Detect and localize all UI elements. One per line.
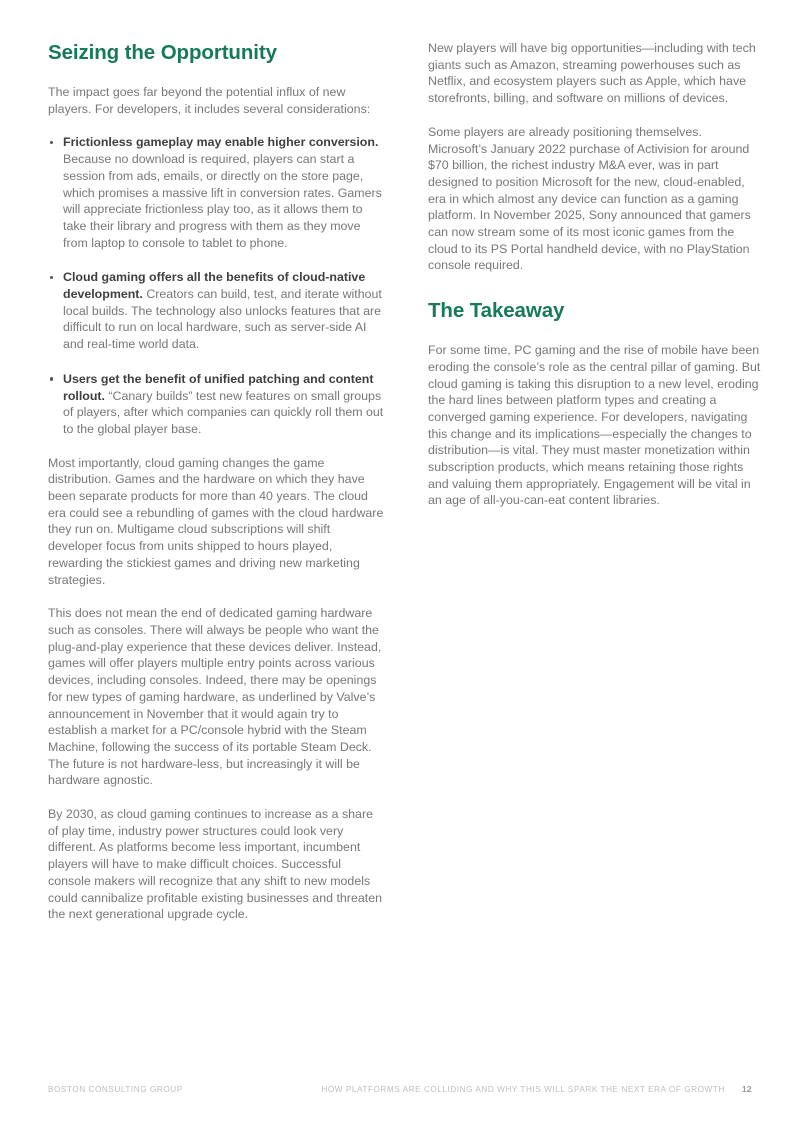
bullet-lead: Users get the benefit of unified patching and content rollout. [63,371,374,403]
footer-document-title: HOW PLATFORMS ARE COLLIDING AND WHY THIS WILL SPARK THE NEXT ERA OF GROWTH [321,1084,725,1094]
list-item [48,269,384,353]
paragraph-positioning: Some players are already positioning themselves. Microsoft’s January 2022 purchase of Activision for around $70 billion, the richest industry M&A ever, was in part designed to position Microsoft for the new, cloud-enabled, era in which almost any device can function as a gaming platform. In November 2025, Sony announced that gamers can now stream some of its most iconic games from the cloud to its PS Portal handheld device, with no PlayStation console required. [428,124,751,273]
paragraph-new-players: New players will have big opportunities—including with tech giants such as Amazon, streaming powerhouses such as Netflix, and ecosystem players such as Apple, which have storefronts, billing, and software on millions of devices. [428,41,756,106]
bullet-text: Because no download is required, players can start a session from ads, emails, or directly on the store page, which promises a massive lift in conversion rates. Gamers will appreciate frictionless play too, as it allows them to take their library and progress with them as they move from laptop to console to tablet to phone. [63,152,382,250]
intro-paragraph: The impact goes far beyond the potential influx of new players. For developers, it includes several considerations: [48,85,371,116]
paragraph-takeaway: For some time, PC gaming and the rise of mobile have been eroding the console’s role as the central pillar of gaming. But cloud gaming is taking this disruption to a new level, eroding the hard lines between platform types and creating a converged gaming experience. For developers, navigating this change and its implications—especially the changes to distribution—is vital. They must master monetization within subscription products, which means retaining those rights and valuing them appropriately. Engagement will be vital in an age of all-you-can-eat content libraries. [428,343,761,508]
paragraph-distribution: Most importantly, cloud gaming changes the game distribution. Games and the hardware on which they have been separate products for more than 40 years. The cloud era could see a rebundling of games with the cloud hardware they run on. Multigame cloud subscriptions will shift developer focus from units shipped to hours played, rewarding the stickiest games and driving new marketing strategies. [48,455,384,587]
bullet-text: “Canary builds” test new features on small groups of players, after which companies can quickly roll them out to the global player base. [63,388,384,436]
two-column-body [48,40,761,923]
paragraph-by-2030: By 2030, as cloud gaming continues to increase as a share of play time, industry power structures could look very different. As platforms become less important, incumbent players will have to make difficult choices. Successful console makers will recognize that any shift to new models could cannibalize profitable existing businesses and threaten the next generational upgrade cycle. [48,807,382,922]
list-item [48,134,384,251]
bullet-dot-icon [50,377,53,380]
paragraph-dedicated-hardware: This does not mean the end of dedicated gaming hardware such as consoles. There will always be people who want the plug-and-play experience that these devices deliver. Instead, games will offer players multiple entry points across various devices, including consoles. Indeed, there may be openings for new types of gaming hardware, as underlined by Valve’s announcement in November that it would again try to establish a market for a PC/console hybrid with the Steam Machine, following the success of its portable Steam Deck. The future is not hardware-less, but increasingly it will be hardware agnostic. [48,606,382,788]
bullet-lead: Cloud gaming offers all the benefits of cloud-native development. [63,270,366,302]
bullet-dot-icon [50,141,53,144]
page-footer [48,1082,752,1096]
right-column [428,40,764,923]
section-heading-seizing-the-opportunity: Seizing the Opportunity [48,41,277,64]
footer-page-number: 12 [741,1084,752,1094]
bullet-text: Creators can build, test, and iterate without local builds. The technology also unlocks features that are difficult to run on local hardware, such as server-side AI and real-time world data. [63,287,382,352]
bullet-lead: Frictionless gameplay may enable higher conversion. [63,135,379,150]
footer-right-group [321,1084,752,1094]
left-column [48,40,384,923]
footer-organization: BOSTON CONSULTING GROUP [48,1084,183,1094]
list-item [48,371,384,438]
section-heading-the-takeaway: The Takeaway [428,299,565,323]
bullet-dot-icon [50,276,53,279]
considerations-bullet-list [48,134,384,437]
